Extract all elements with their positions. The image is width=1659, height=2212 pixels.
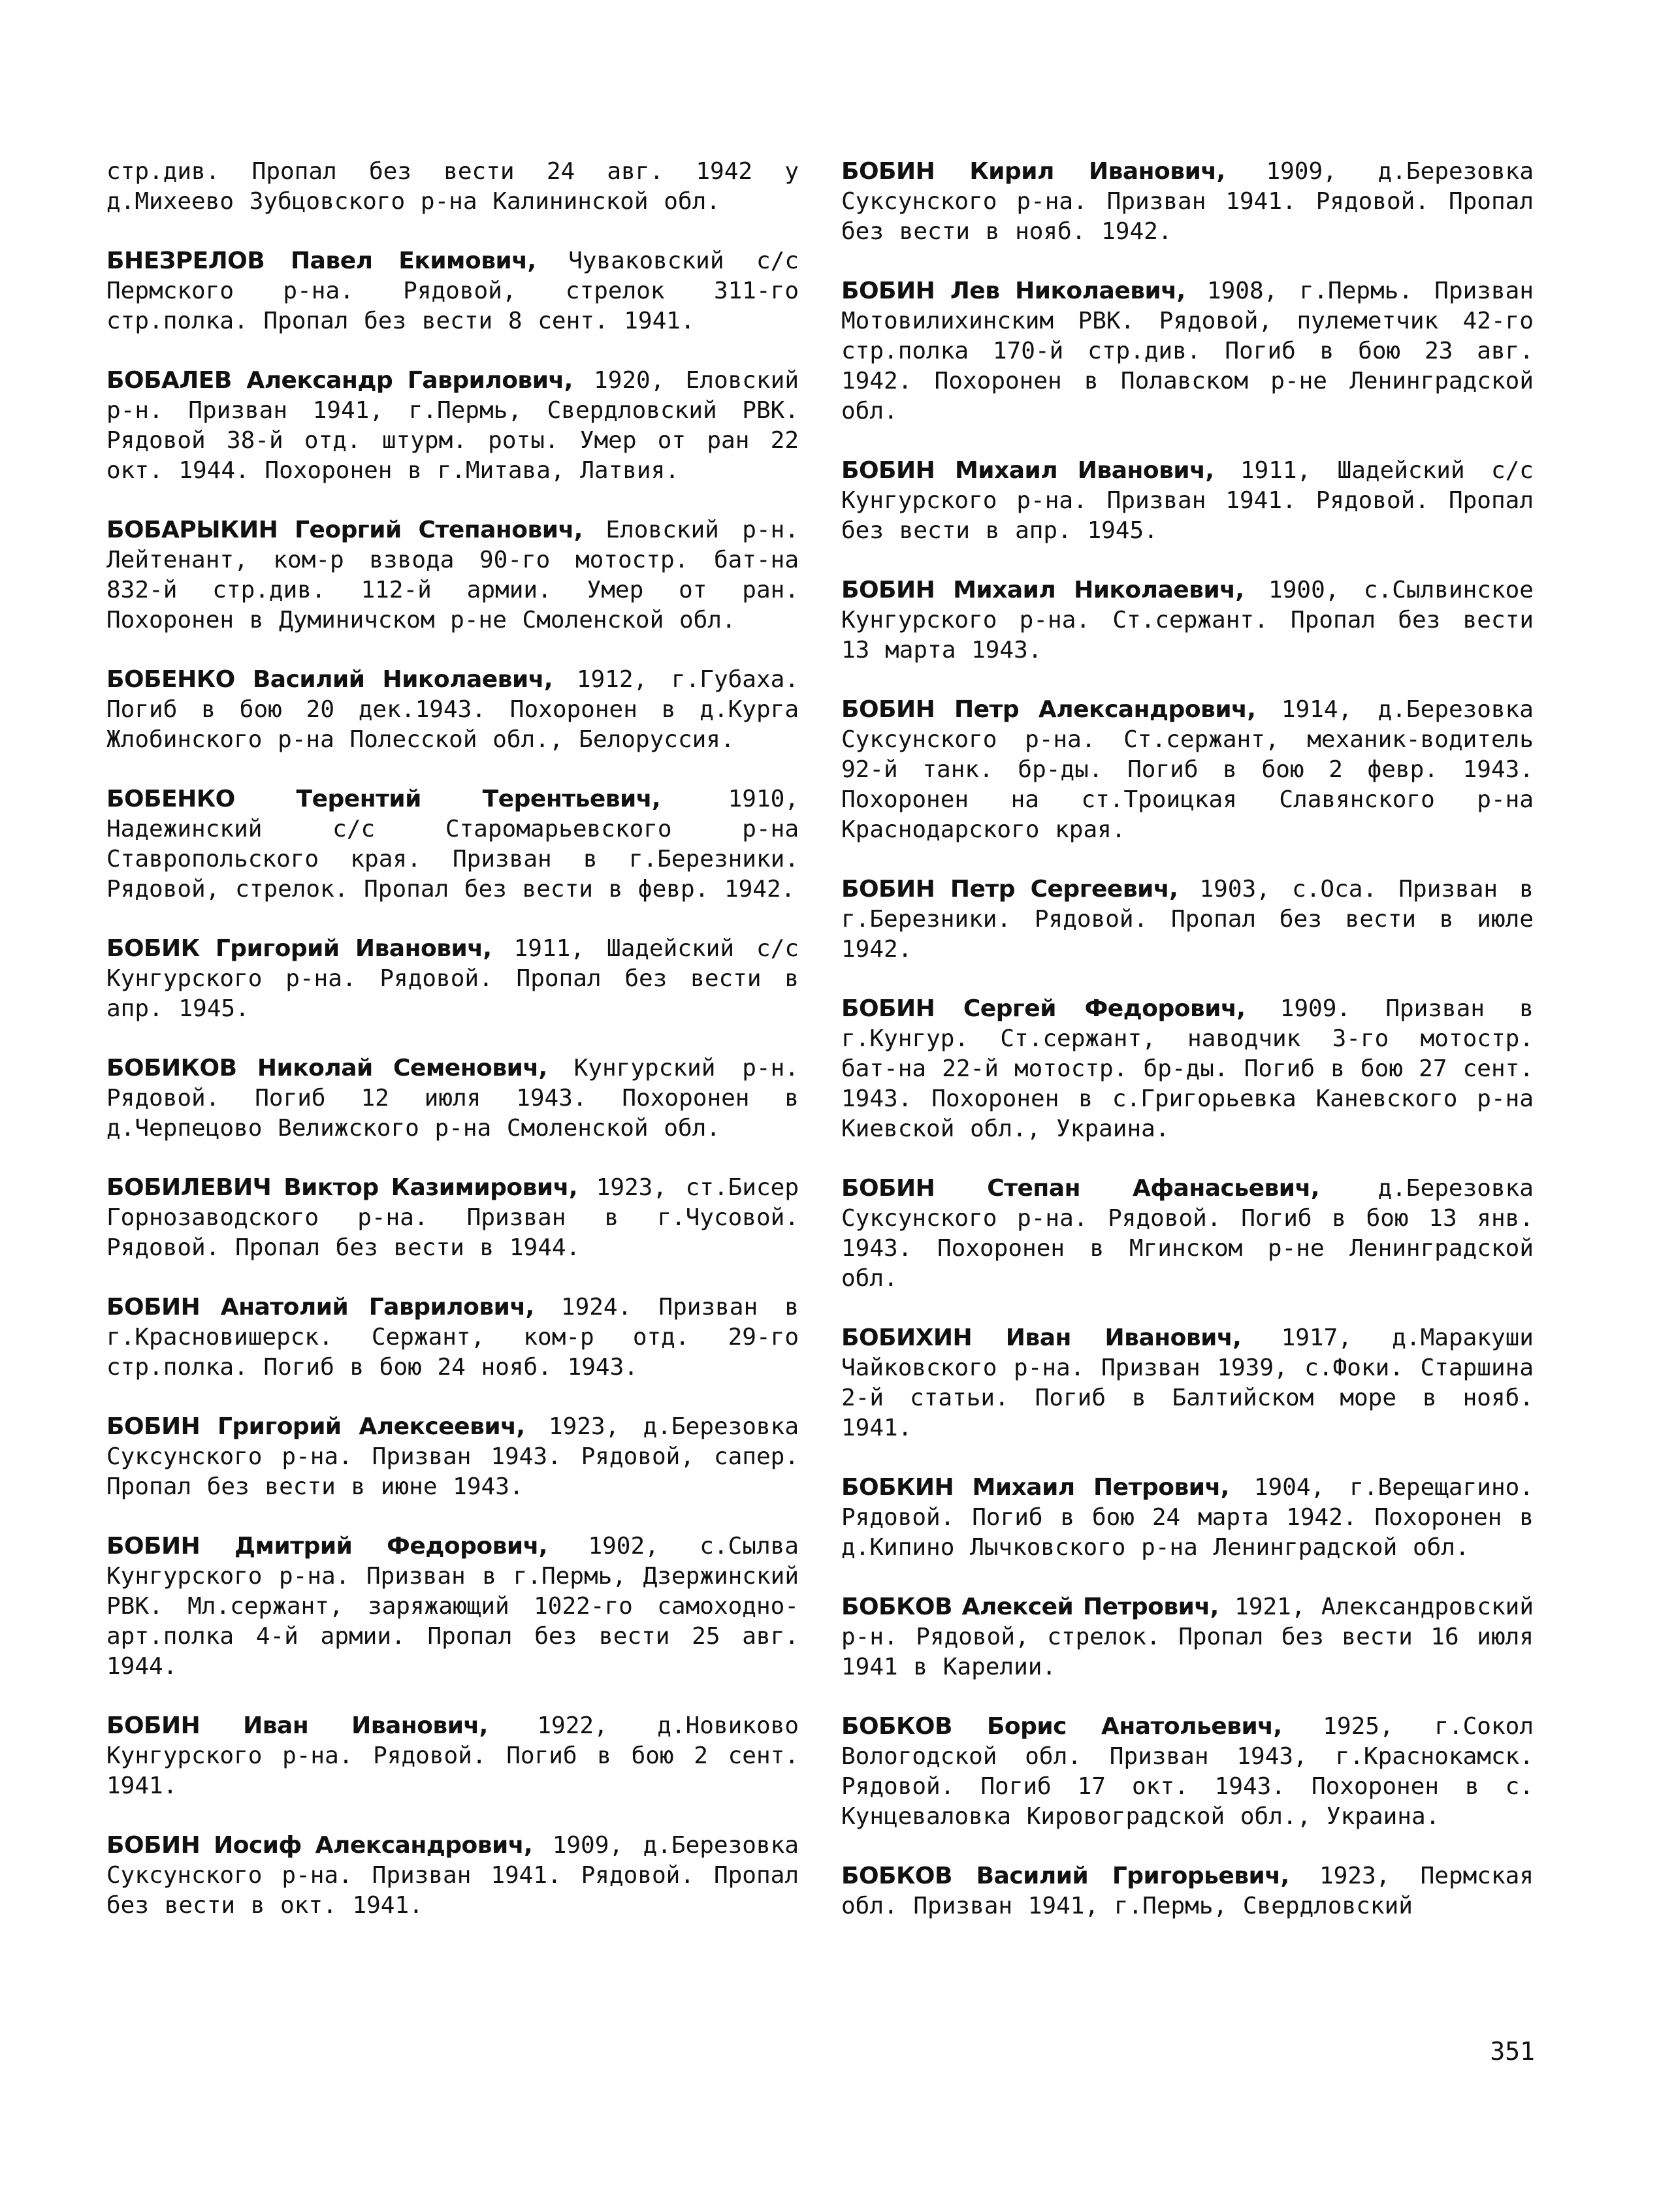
entry-text: 1920, Еловский р-н. Призван 1941, г.Пермь, Свердловский РВК. Рядовой 38-й отд. штурм. роты. Умер от ран 22 окт. 1944. Похоронен в г.Митава, Латвия. — [106, 367, 799, 484]
entry-text: д.Березовка Суксунского р-на. Рядовой. Погиб в бою 13 янв. 1943. Похоронен в Мгинском р-не Ленинградской обл. — [841, 1175, 1534, 1292]
entry-name: БНЕЗРЕЛОВ Павел Екимович, — [106, 248, 536, 274]
entry-name: БОБИН Михаил Николаевич, — [841, 577, 1244, 603]
entry — [841, 157, 1534, 247]
entry-name: БОБКОВ Василий Григорьевич, — [841, 1863, 1289, 1889]
entry-text: 1911, Шадейский с/с Кунгурского р-на. Призван 1941. Рядовой. Пропал без вести в апр. 1945. — [841, 457, 1534, 544]
entry-text: 1924. Призван в г.Красновишерск. Сержант, ком-р отд. 29-го стр.полка. Погиб в бою 24 нояб. 1943. — [106, 1294, 799, 1381]
entry-name: БОБАЛЕВ Александр Гаврилович, — [106, 367, 573, 394]
entry — [106, 157, 799, 217]
entry-text: Чуваковский с/с Пермского р-на. Рядовой, стрелок 311-го стр.полка. Пропал без вести 8 сент. 1941. — [106, 248, 799, 334]
entry — [841, 994, 1534, 1144]
entry-text: 1923, д.Березовка Суксунского р-на. Призван 1943. Рядовой, сапер. Пропал без вести в июне 1943. — [106, 1413, 799, 1500]
entry-name: БОБИН Степан Афанасьевич, — [841, 1175, 1319, 1202]
entry-name: БОБИН Сергей Федорович, — [841, 995, 1246, 1022]
entry-text: 1903, с.Оса. Призван в г.Березники. Рядовой. Пропал без вести в июле 1942. — [841, 876, 1534, 963]
entry-name: БОБКИН Михаил Петрович, — [841, 1474, 1229, 1501]
entry — [106, 1053, 799, 1144]
entry-name: БОБКОВ Алексей Петрович, — [841, 1594, 1219, 1620]
entry-name: БОБИН Михаил Иванович, — [841, 457, 1214, 484]
entry — [106, 934, 799, 1024]
entry-name: БОБИН Петр Сергеевич, — [841, 876, 1178, 903]
entry — [106, 784, 799, 905]
entry-name: БОБИН Анатолий Гаврилович, — [106, 1294, 534, 1321]
entry — [841, 276, 1534, 426]
entry — [841, 1174, 1534, 1294]
entry-text: 1908, г.Пермь. Призван Мотовилихинским РВК. Рядовой, пулеметчик 42-го стр.полка 170-й стр.див. Погиб в бою 23 авг. 1942. Похоронен в Полавском р-не Ленинградской обл. — [841, 278, 1534, 425]
entry-text: 1925, г.Сокол Вологодской обл. Призван 1943, г.Краснокамск. Рядовой. Погиб 17 окт. 1943. Похоронен в с. Кунцеваловка Кировоградской обл., Украина. — [841, 1713, 1534, 1830]
entry — [841, 1592, 1534, 1682]
entry-text: 1900, с.Сылвинское Кунгурского р-на. Ст.сержант. Пропал без вести 13 марта 1943. — [841, 577, 1534, 664]
entry-text: 1909, д.Березовка Суксунского р-на. Призван 1941. Рядовой. Пропал без вести в окт. 1941. — [106, 1832, 799, 1919]
entry-name: БОБИН Кирил Иванович, — [841, 158, 1225, 185]
entry-text: 1912, г.Губаха. Погиб в бою 20 дек.1943. Похоронен в д.Курга Жлобинского р-на Полесской обл., Белоруссия. — [106, 666, 799, 753]
entry-name: БОБИН Иван Иванович, — [106, 1712, 488, 1739]
entry-name: БОБИК Григорий Иванович, — [106, 935, 492, 962]
entry-text: 1909. Призван в г.Кунгур. Ст.сержант, наводчик 3-го мотостр. бат-на 22-й мотостр. бр-ды. Погиб в бою 27 сент. 1943. Похоронен в с.Григорьевка Каневского р-на Киевской обл., Украина. — [841, 995, 1534, 1142]
entry-name: БОБКОВ Борис Анатольевич, — [841, 1713, 1282, 1740]
entry-text: 1902, с.Сылва Кунгурского р-на. Призван в г.Пермь, Дзержинский РВК. Мл.сержант, заряжающий 1022-го самоходно-арт.полка 4-й армии. Пропал без вести 25 авг. 1944. — [106, 1533, 799, 1680]
entry-name: БОБИН Иосиф Александрович, — [106, 1832, 533, 1859]
entry-text: 1911, Шадейский с/с Кунгурского р-на. Рядовой. Пропал без вести в апр. 1945. — [106, 935, 799, 1022]
entry — [841, 1323, 1534, 1443]
entry — [841, 575, 1534, 665]
entry-name: БОБИН Петр Александрович, — [841, 696, 1256, 723]
entry-name: БОБИН Григорий Алексеевич, — [106, 1413, 525, 1440]
entry-text: 1904, г.Верещагино. Рядовой. Погиб в бою 24 марта 1942. Похоронен в д.Кипино Лычковского р-на Ленинградской обл. — [841, 1474, 1534, 1561]
entry-name: БОБЕНКО Василий Николаевич, — [106, 666, 553, 693]
entry-text: 1921, Александровский р-н. Рядовой, стрелок. Пропал без вести 16 июля 1941 в Карелии. — [841, 1594, 1534, 1680]
entry-text: 1923, Пермская обл. Призван 1941, г.Пермь, Свердловский — [841, 1863, 1534, 1919]
entry — [106, 1831, 799, 1921]
entry-text: 1914, д.Березовка Суксунского р-на. Ст.сержант, механик-водитель 92-й танк. бр-ды. Погиб в бою 2 февр. 1943. Похоронен на ст.Троицкая Славянского р-на Краснодарского края. — [841, 696, 1534, 843]
entry-name: БОБИКОВ Николай Семенович, — [106, 1055, 547, 1082]
entry — [841, 695, 1534, 845]
entry — [106, 665, 799, 755]
right-column — [841, 157, 1534, 1951]
entry — [106, 366, 799, 486]
entry-name: БОБИН Дмитрий Федорович, — [106, 1533, 547, 1560]
entry — [106, 246, 799, 336]
entry — [841, 874, 1534, 965]
entry-name: БОБАРЫКИН Георгий Степанович, — [106, 517, 583, 543]
entry-name: БОБЕНКО Терентий Терентьевич, — [106, 786, 661, 812]
entry-text: стр.див. Пропал без вести 24 авг. 1942 у д.Михеево Зубцовского р-на Калининской обл. — [106, 158, 799, 215]
entry — [841, 1473, 1534, 1563]
left-column — [106, 157, 799, 1950]
entry — [841, 456, 1534, 546]
entry-name: БОБИН Лев Николаевич, — [841, 278, 1185, 304]
entry-text: 1922, д.Новиково Кунгурского р-на. Рядовой. Погиб в бою 2 сент. 1941. — [106, 1712, 799, 1799]
entry — [841, 1712, 1534, 1832]
entry — [841, 1861, 1534, 1921]
entry-text: 1909, д.Березовка Суксунского р-на. Призван 1941. Рядовой. Пропал без вести в нояб. 1942. — [841, 158, 1534, 245]
entry — [106, 515, 799, 635]
entry-text: 1923, ст.Бисер Горнозаводского р-на. Призван в г.Чусовой. Рядовой. Пропал без вести в 1944. — [106, 1174, 799, 1261]
page-number: 351 — [1490, 2037, 1535, 2066]
entry-text: Еловский р-н. Лейтенант, ком-р взвода 90-го мотостр. бат-на 832-й стр.див. 112-й армии. Умер от ран. Похоронен в Думиничском р-не Смоленской обл. — [106, 517, 799, 633]
entry — [106, 1412, 799, 1502]
entry-text: 1910, Надежинский с/с Старомарьевского р-на Ставропольского края. Призван в г.Березники. Рядовой, стрелок. Пропал без вести в февр. 1942. — [106, 786, 799, 903]
entry — [106, 1173, 799, 1263]
entry-text: 1917, д.Маракуши Чайковского р-на. Призван 1939, с.Фоки. Старшина 2-й статьи. Погиб в Балтийском море в нояб. 1941. — [841, 1324, 1534, 1441]
entry-text: Кунгурский р-н. Рядовой. Погиб 12 июля 1943. Похоронен в д.Черпецово Велижского р-на Смоленской обл. — [106, 1055, 799, 1142]
entry — [106, 1292, 799, 1383]
entry-name: БОБИХИН Иван Иванович, — [841, 1324, 1242, 1351]
entry — [106, 1531, 799, 1682]
entry-name: БОБИЛЕВИЧ Виктор Казимирович, — [106, 1174, 578, 1201]
entry — [106, 1711, 799, 1801]
